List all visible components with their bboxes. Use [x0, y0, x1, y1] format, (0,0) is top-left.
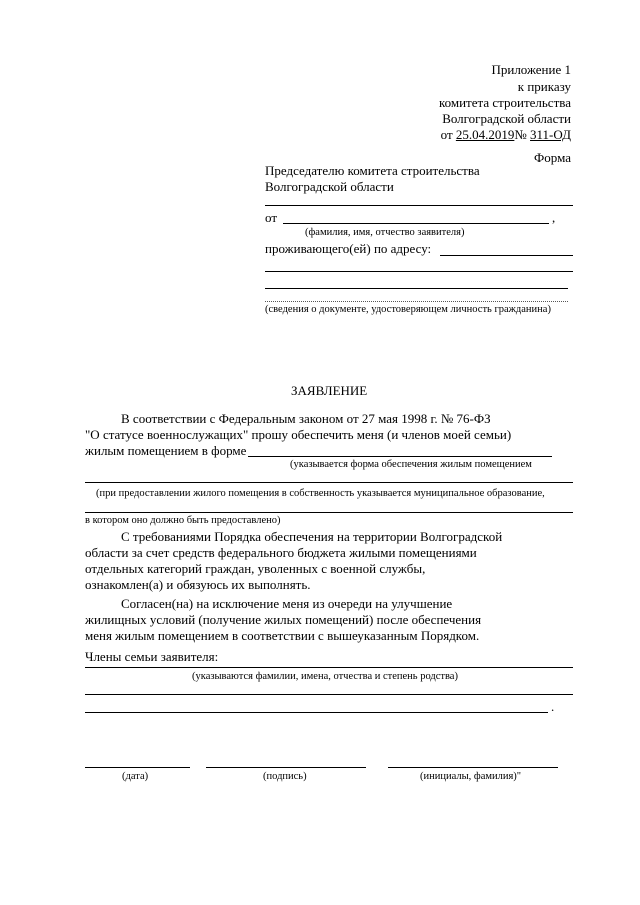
form-label: Форма: [534, 150, 571, 165]
para2-line3: отдельных категорий граждан, уволенных с военной службы,: [85, 561, 426, 576]
order-date: 25.04.2019: [455, 127, 515, 142]
applicant-name-caption: (фамилия, имя, отчество заявителя): [305, 227, 465, 238]
para1-line3: жилым помещением в форме: [85, 443, 247, 458]
addressee-line1: Председателю комитета строительства: [265, 163, 480, 178]
address-line3: [265, 288, 568, 289]
para3-line3: меня жилым помещением в соответствии с вышеуказанным Порядком.: [85, 628, 480, 643]
para3-line2: жилищных условий (получение жилых помещений) после обеспечения: [85, 612, 482, 627]
family-line1: [85, 667, 573, 668]
order-number-sign: №: [514, 127, 531, 142]
name-caption: (инициалы, фамилия)": [420, 771, 522, 782]
housing-form-caption: (указывается форма обеспечения жилым помещением: [290, 459, 532, 470]
from-comma: ,: [552, 210, 556, 225]
addressee-blank-line: [265, 205, 573, 206]
family-label: Члены семьи заявителя:: [85, 649, 219, 664]
region-label: Волгоградской области: [442, 111, 571, 126]
applicant-name-line: [283, 223, 549, 224]
name-line: [388, 767, 558, 768]
para2-line1: С требованиями Порядка обеспечения на территории Волгоградской: [121, 529, 503, 544]
order-ref-label: к приказу: [517, 79, 571, 94]
date-line: [85, 767, 190, 768]
municipal-caption: (при предоставлении жилого помещения в собственность указывается муниципальное образование,: [96, 488, 545, 499]
document-title: ЗАЯВЛЕНИЕ: [291, 383, 368, 398]
family-end-period: .: [551, 699, 555, 714]
para2-line2: области за счет средств федерального бюджета жилыми помещениями: [85, 545, 477, 560]
para1-line1: В соответствии с Федеральным законом от 27 мая 1998 г. № 76-ФЗ: [121, 411, 491, 426]
housing-form-line2: [85, 482, 573, 483]
from-label: от: [265, 210, 278, 225]
order-date-prefix: от: [440, 127, 456, 142]
para2-line4: ознакомлен(а) и обязуюсь их выполнять.: [85, 577, 311, 592]
order-number: 311-ОД: [530, 127, 571, 142]
municipal-caption2: в котором оно должно быть предоставлено): [85, 515, 281, 526]
signature-line: [206, 767, 366, 768]
address-line2: [265, 271, 573, 272]
signature-caption: (подпись): [263, 771, 307, 782]
appendix-label: Приложение 1: [491, 62, 571, 77]
order-date-line: [441, 127, 571, 143]
housing-form-line: [248, 456, 552, 457]
address-line1: [440, 255, 573, 256]
id-document-caption: (сведения о документе, удостоверяющем личность гражданина): [265, 304, 551, 315]
municipal-line: [85, 512, 573, 513]
family-line3: [85, 712, 548, 713]
address-label: проживающего(ей) по адресу:: [265, 241, 432, 256]
para3-line1: Согласен(на) на исключение меня из очереди на улучшение: [121, 596, 453, 611]
id-document-line: [265, 301, 568, 302]
family-line2: [85, 694, 573, 695]
family-caption: (указываются фамилии, имена, отчества и степень родства): [192, 671, 458, 682]
addressee-line2: Волгоградской области: [265, 179, 394, 194]
date-caption: (дата): [122, 771, 149, 782]
committee-label: комитета строительства: [438, 95, 571, 110]
para1-line2: "О статусе военнослужащих" прошу обеспечить меня (и членов моей семьи): [85, 427, 512, 442]
